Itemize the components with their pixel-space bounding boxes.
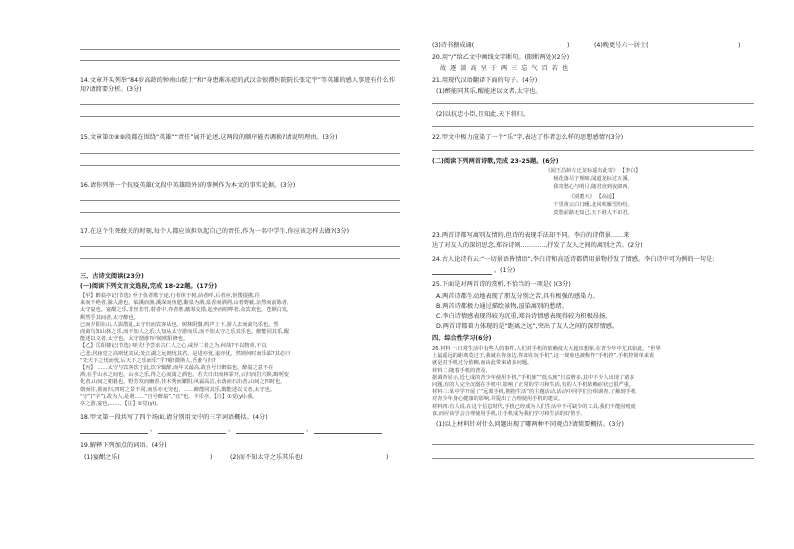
answer-line: [80, 258, 400, 259]
passage-line: 而禽鸟知山林之乐,而不知人之乐;人知从太守游而乐,而不知太守之乐其乐也。醉能同其乐,醒: [80, 329, 290, 336]
blank-line[interactable]: [432, 274, 492, 275]
material-line: 材料二:随着手机的普及,: [432, 367, 488, 374]
section-3-title: 三、古诗文阅读(23分): [80, 273, 144, 280]
poem-1-title: 《闻王昌龄左迁龙标遥有此寄》 【李白】: [545, 168, 641, 174]
material-line: 上最遥远的距离莫过于,我就在你身边,你却在玩手机”,这一现象也被称作“手机控”,手机控简单来说: [432, 353, 655, 360]
passage-line: 太守宴也。宴酣之乐,非丝非竹,射者中,弈者胜,觥筹交错,起坐而喧哗者,众宾欢也。苍颜白发,: [80, 307, 289, 314]
answer-line: [80, 116, 400, 117]
blank-separator: 、: [228, 426, 235, 433]
r1-item-a-close: ): [567, 42, 570, 49]
question-16: 16.请你列举一个抗疫英雄(文段中英雄除外)的事例作为本文的事实论据。(3分): [80, 182, 296, 189]
q19-item-1-close: ): [210, 454, 213, 461]
question-26-1: (1)以上材料针对什么问题出现了哪两种不同观点?请简要概括。(3分): [436, 421, 624, 428]
question-18: 18.甲文第一段共写了四个场面,请分别用文中的三字词语概括。(4分): [80, 414, 268, 421]
question-19: 19.解释下列加点的词语。(4分): [80, 442, 167, 449]
blank-separator: 、: [150, 426, 157, 433]
answer-line: [80, 60, 400, 61]
classical-passage: [80, 293, 400, 408]
q25-option-d[interactable]: D.两首诗都着力体现的是“距离之远”,突出了友人之间的深厚情感。: [436, 323, 619, 330]
answer-line: [80, 49, 400, 50]
poem-2-title: 《别董大》 【高适】: [568, 194, 618, 200]
material-line: 据调查显示,近七成的青少年使用手机,“手机族”“低头族”日益增多,其中不少人出现了诸多: [432, 374, 635, 381]
passage-line: 朝而往,暮而归,四时之景不同,而乐亦无穷也。……醉能同其乐,醒能述以文者,太守也。: [80, 386, 275, 393]
q25-option-c[interactable]: C.李白诗情感表现得较为沉重,郑谷诗情感表现得较为积极昂扬。: [436, 313, 612, 320]
passage-line: 能述以文者,太守也。太守谓谁?庐陵欧阳修也。: [80, 336, 189, 343]
material-line: 材料四:有人说,在这个信息时代,手机已经成为人们生活中不可缺少的工具,我们不能因噎废: [432, 403, 636, 410]
passage-line: 亭之游,宴也,……。【注】①觉(yì)。: [80, 401, 162, 408]
poem-2-line: 千里黄云白日曛,北风吹雁雪纷纷。: [553, 202, 633, 208]
poem-1-line: 杨花落尽子规啼,闻道龙标过五溪。: [553, 176, 633, 182]
section-4-title: 四、综合性学习(6分): [432, 335, 492, 342]
q19-item-2-close: ): [386, 454, 389, 461]
question-17: 17.在这个生死攸关的时刻,每个人都应该担负起自己的责任,作为一名中学生,你应该怎样去做?(3分): [80, 228, 350, 235]
question-20: 20.用“/”给乙文中画线文字断句。(限断两处)(2分): [432, 54, 570, 61]
question-22: 22.甲文中极力渲染了一个“乐”字,表达了作者怎么样的思想感情?(3分): [432, 134, 624, 141]
q20-text: 故 逐 淡 高 呈 于 两 三 忘 气 百 若 也: [440, 65, 570, 72]
passage-line: 【丙】 ……太守与宾客饮于此,饮少辄醉,而年又最高,故自号曰醉翁也。醉翁之意不在: [80, 365, 274, 372]
passage-line: 来而不绝者,滁人游也。临溪而渔,溪深而鱼肥,酿泉为酒,泉香而酒洌,山肴野蔌,杂然而前陈者,: [80, 300, 289, 307]
blank-line[interactable]: [314, 433, 382, 434]
answer-line: [80, 212, 400, 213]
question-25: 25.下面是对两首诗的赏析,不恰当的一项是( )(3分): [432, 281, 571, 288]
r1-item-b: (4)晚更号六一居士(: [594, 42, 649, 49]
answer-line: [432, 458, 754, 459]
passage-line: 酒,在乎山水之间也。山水之乐,得之心而寓之酒也。若夫日出而林霏开,云归而岩穴暝,晦明变: [80, 372, 289, 379]
answer-line: [432, 150, 754, 151]
passage-line: “守”(“字”),故为人,是谓……“自号醉翁”,“宜”也。丰乐亭。【注】①觉(yì):我。: [80, 393, 258, 400]
blank-line[interactable]: [158, 433, 226, 434]
q25-option-b[interactable]: B.两首诗都极力通过描绘景物,渲染离别的愁绪。: [436, 303, 568, 310]
question-24: 24.古人论诗有云:“一切景语皆情语”,李白诗和高适诗都借用景物抒发了情感。李白诗中可为例的一句是:: [432, 256, 715, 263]
poem-2-line: 莫愁前路无知己,天下谁人不识君。: [553, 210, 633, 216]
q24-end: 。(1分): [494, 267, 516, 274]
answer-line: [80, 246, 400, 247]
blank-line[interactable]: [80, 433, 148, 434]
passage-line: 颓然乎其间者,太守醉也。: [80, 314, 139, 321]
answer-line: [432, 444, 754, 445]
material-line: 26.材料一:日常生活中有些人的事件,人们对手机的依赖度大大超出想象,在青少年中尤其如此。“世界: [432, 346, 661, 352]
question-23a: 23.两首诗都写离别友情的,但诗的表现手法却不同。李白的诗借景……来: [432, 232, 630, 239]
poem-1-line: 我寄愁心与明月,随君直到夜郎西。: [553, 184, 633, 190]
question-15: 15.文章第⑦⑧⑨段都在围绕“英雄”“责任”展开论述,这两段的顺序能否调换?请说明理由。(3分): [80, 134, 338, 141]
passage-line: 己悲;居庙堂之高则忧其民;处江湖之远则忧其君。是进亦忧,退亦忧。然则何时而乐耶?其必曰: [80, 350, 291, 357]
blank-separator: 、: [306, 426, 313, 433]
section-2-title: (二)阅读下列两首诗歌,完成 23-25题。(6分): [432, 158, 559, 165]
material-line: 就是对手机过分依赖,而由此带来诸多问题。: [432, 360, 533, 367]
section-3-subtitle: (一)阅读下列文言文选段,完成 18-22题。(17分): [80, 283, 218, 290]
passage-line: 化者,山间之朝暮也。野芳发而幽香,佳木秀而繁阴,风霜高洁,水落而石出者,山间之四时也。: [80, 379, 286, 386]
blank-line[interactable]: [236, 433, 304, 434]
q21-item-1: (1)醉能同其乐,醒能述以文者,太守也。: [436, 88, 542, 95]
material-block: [432, 346, 754, 418]
answer-line: [80, 200, 400, 201]
answer-line: [80, 104, 400, 105]
answer-line: [432, 103, 754, 104]
q19-item-1: (1)宴酣之乐(: [84, 454, 120, 461]
passage-line: “先天下之忧而忧,后天下之乐而乐”乎?噫!微斯人,吾谁与归?: [80, 357, 216, 364]
q21-item-2: (2)以抗忠小臣,且知此,天下将归。: [436, 111, 530, 118]
answer-line: [80, 153, 400, 154]
q25-option-a[interactable]: A.两首诗都生动地表现了朋友分别之苦,具有极强的感染力。: [436, 293, 599, 300]
material-line: 食,而应该学会合理使用手机,让手机成为我们学习和生活的好帮手。: [432, 410, 586, 417]
question-14: 14.文章开头列举“84岁高龄的钟南山院士”和“身患渐冻症的武汉金银潭医院院长张定宇”等英雄的感人事迹有什么作用?请简要分析。(3分): [80, 77, 396, 93]
material-line: 问题,有的人完全沉溺在手机中,影响了正常的学习和生活,有的人手机依赖症状已很严重。: [432, 382, 635, 389]
answer-line: [432, 126, 754, 127]
r1-item-b-close: ): [738, 42, 741, 49]
question-21: 21.用现代汉语翻译下面的句子。(4分): [432, 77, 538, 84]
passage-line: 【乙】岳阳楼记(节选) 嗟夫!予尝求古仁人之心,或异二者之为,何哉?不以物喜,不以: [80, 343, 267, 350]
material-line: 材料三:某中学开展了“远离手机,拥抱生活”的主题活动,活动中同学们分组调查,了解到手机: [432, 389, 637, 396]
passage-line: 【甲】醉翁亭记(节选) 至于负者歌于途,行者休于树,前者呼,后者应,伛偻提携,往: [80, 293, 260, 299]
passage-line: 已而夕阳在山,人影散乱,太守归而宾客从也。树林阴翳,鸣声上下,游人去而禽鸟乐也。然: [80, 321, 279, 328]
material-line: 对青少年身心健康的影响,并提出了合理使用手机的建议。: [432, 396, 564, 403]
q19-item-2: (2)而不知太守之乐其乐也(: [230, 454, 304, 461]
answer-line: [80, 165, 400, 166]
question-23b: 达了对友人的深切思念,郑谷诗则…………,抒发了友人之间的离别之苦。(2分): [432, 242, 643, 249]
r1-item-a: (3)诗书猥成诵(: [432, 42, 475, 49]
